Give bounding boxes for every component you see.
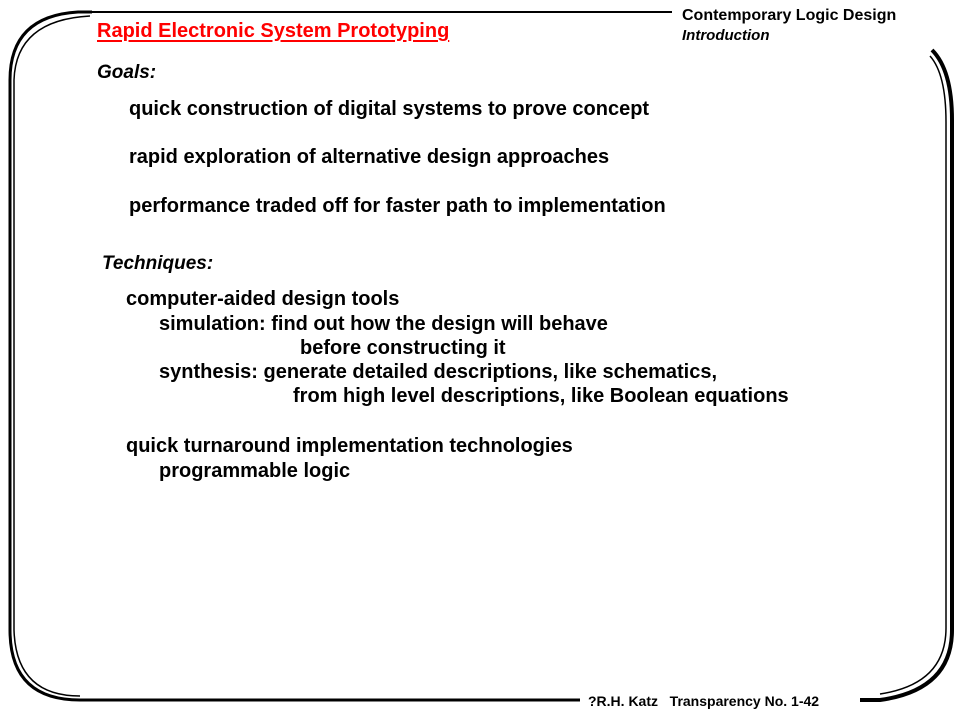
technique-line: programmable logic [159,460,351,482]
footer-transparency: Transparency No. 1-42 [669,693,820,709]
techniques-heading: Techniques: [102,253,214,274]
technique-line: before constructing it [300,337,506,359]
course-name: Contemporary Logic Design [682,7,897,24]
slide-footer [588,693,819,709]
technique-line: from high level descriptions, like Boolean equations [293,385,789,407]
technique-line: simulation: find out how the design will behave [159,313,608,335]
goal-item: performance traded off for faster path to implementation [129,195,666,217]
frame-left-inner [14,16,90,696]
technique-line: quick turnaround implementation technologies [126,435,573,457]
goal-item: rapid exploration of alternative design approaches [129,146,610,168]
chapter-name: Introduction [682,27,770,44]
footer-author: ?R.H. Katz [588,693,658,709]
technique-line: synthesis: generate detailed descriptions, like schematics, [159,361,717,383]
frame-right-edge [860,50,952,700]
technique-line: computer-aided design tools [126,288,400,310]
goal-item: quick construction of digital systems to prove concept [129,98,650,120]
slide-title: Rapid Electronic System Prototyping [97,20,450,42]
frame-right-inner [880,56,946,694]
goals-heading: Goals: [97,62,157,83]
